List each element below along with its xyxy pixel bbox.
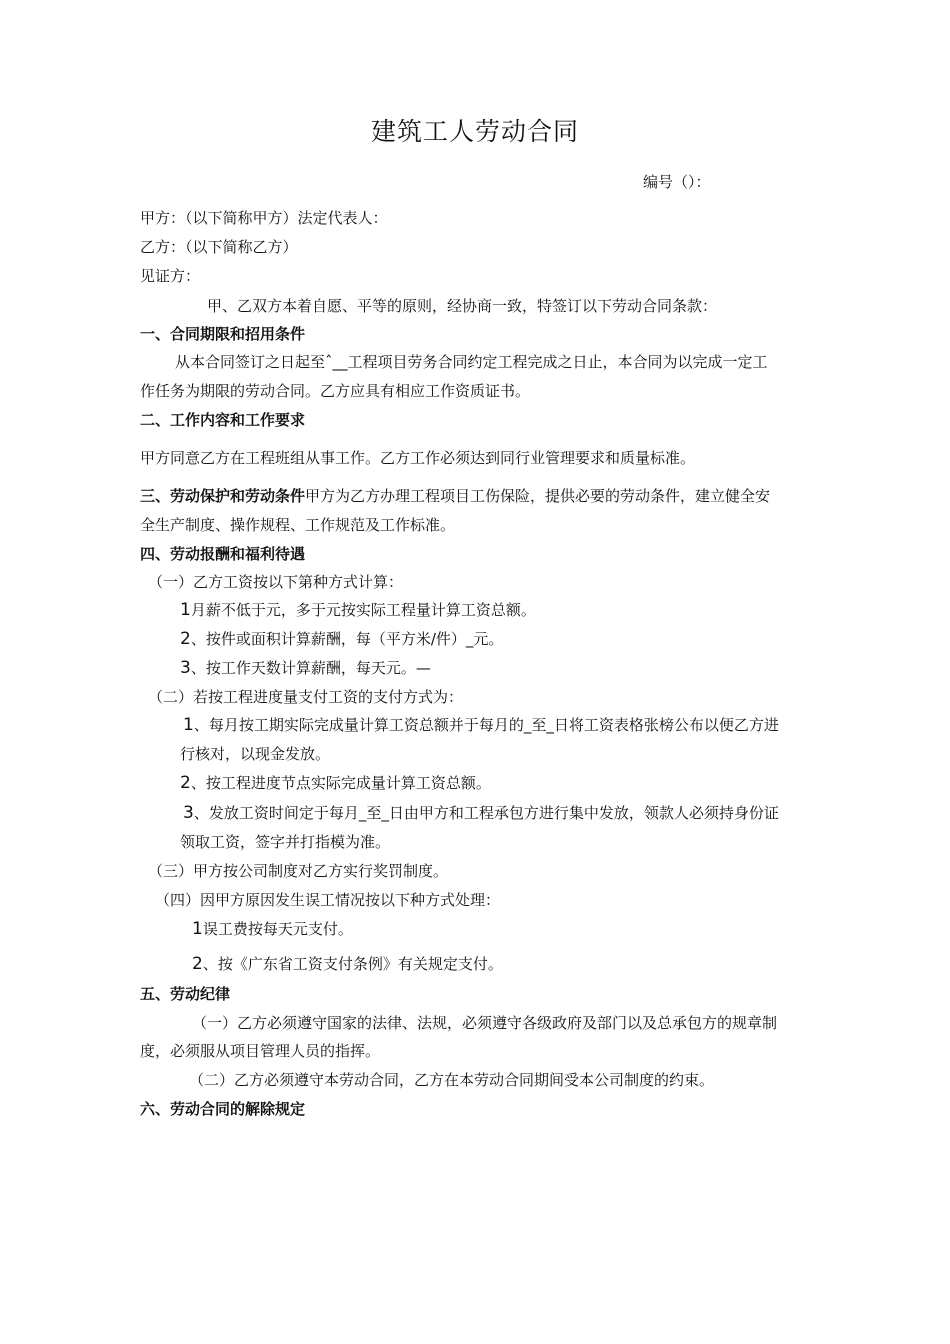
section-1-paragraph-cont: 作任务为期限的劳动合同。乙方应具有相应工作资质证书。 (140, 382, 531, 400)
section-2-heading: 二、工作内容和工作要求 (140, 411, 306, 429)
section-2-paragraph: 甲方同意乙方在工程班组从事工作。乙方工作必须达到同行业管理要求和质量标准。 (140, 449, 696, 467)
section-4-sub-2-item-1 (183, 715, 779, 735)
section-4-sub-1: （一）乙方工资按以下第种方式计算： (148, 573, 404, 591)
section-3-body: 甲方为乙方办理工程项目工伤保险，提供必要的劳动条件，建立健全安 (305, 487, 771, 505)
item-text: 月薪不低于元，多于元按实际工程量计算工资总额。 (190, 601, 536, 619)
section-4-sub-2: （二）若按工程进度量支付工资的支付方式为： (148, 688, 464, 706)
section-4-heading: 四、劳动报酬和福利待遇 (140, 545, 306, 563)
section-6-heading: 六、劳动合同的解除规定 (140, 1100, 306, 1118)
section-5-paragraph-1: （一）乙方必须遵守国家的法律、法规，必须遵守各级政府及部门以及总承包方的规章制 (192, 1014, 778, 1032)
item-text: 、发放工资时间定于每月_至_日由甲方和工程承包方进行集中发放，领款人必须持身份证 (193, 804, 779, 822)
section-1-heading: 一、合同期限和招用条件 (140, 325, 306, 343)
item-number: 3 (180, 658, 191, 678)
item-text: 、按件或面积计算薪酬，每（平方米/件）_元。 (190, 630, 504, 648)
section-3-paragraph-cont: 全生产制度、操作规程、工作规范及工作标准。 (140, 516, 456, 534)
party-b-line: 乙方：（以下简称乙方） (140, 238, 298, 256)
section-4-sub-2-item-3-cont: 领取工资，签字并打指模为准。 (180, 833, 391, 851)
section-5-paragraph-1-cont: 度，必须服从项目管理人员的指挥。 (140, 1042, 381, 1060)
item-number: 1 (192, 919, 203, 939)
section-4-sub-2-item-1-cont: 行核对，以现金发放。 (180, 745, 331, 763)
item-number: 2 (192, 954, 203, 974)
intro-paragraph: 甲、乙双方本着自愿、平等的原则，经协商一致，特签订以下劳动合同条款： (207, 297, 718, 315)
item-number: 3 (183, 803, 194, 823)
document-title: 建筑工人劳动合同 (370, 117, 579, 146)
item-text: 、每月按工期实际完成量计算工资总额并于每月的_至_日将工资表格张榜公布以便乙方进 (193, 716, 779, 734)
section-4-sub-1-item-1 (180, 600, 536, 620)
section-5-heading: 五、劳动纪律 (140, 985, 231, 1003)
section-4-sub-4: （四）因甲方原因发生误工情况按以下种方式处理： (155, 891, 501, 909)
item-number: 1 (180, 600, 191, 620)
item-text: 误工费按每天元支付。 (202, 920, 353, 938)
contract-number: 编号（）： (643, 173, 711, 191)
witness-line: 见证方： (140, 267, 201, 285)
section-4-sub-4-item-2 (192, 954, 503, 974)
section-1-paragraph: 从本合同签订之日起至ˆ__工程项目劳务合同约定工程完成之日止，本合同为以完成一定工 (175, 353, 768, 371)
section-4-sub-2-item-3 (183, 803, 779, 823)
item-text: 、按工程进度节点实际完成量计算工资总额。 (190, 774, 491, 792)
item-number: 2 (180, 629, 191, 649)
item-text: 、按工作天数计算薪酬，每天元。— (190, 659, 431, 677)
section-4-sub-1-item-2 (180, 629, 503, 649)
party-a-line: 甲方：（以下简称甲方）法定代表人： (140, 209, 388, 227)
item-number: 1 (183, 715, 194, 735)
section-4-sub-2-item-2 (180, 773, 491, 793)
item-number: 2 (180, 773, 191, 793)
section-4-sub-3: （三）甲方按公司制度对乙方实行奖罚制度。 (148, 862, 449, 880)
item-text: 、按《广东省工资支付条例》有关规定支付。 (202, 955, 503, 973)
section-3-heading: 三、劳动保护和劳动条件 (140, 487, 306, 505)
section-4-sub-1-item-3 (180, 658, 431, 678)
section-5-paragraph-2: （二）乙方必须遵守本劳动合同，乙方在本劳动合同期间受本公司制度的约束。 (189, 1071, 715, 1089)
section-3-paragraph (140, 486, 770, 506)
section-4-sub-4-item-1 (192, 919, 353, 939)
